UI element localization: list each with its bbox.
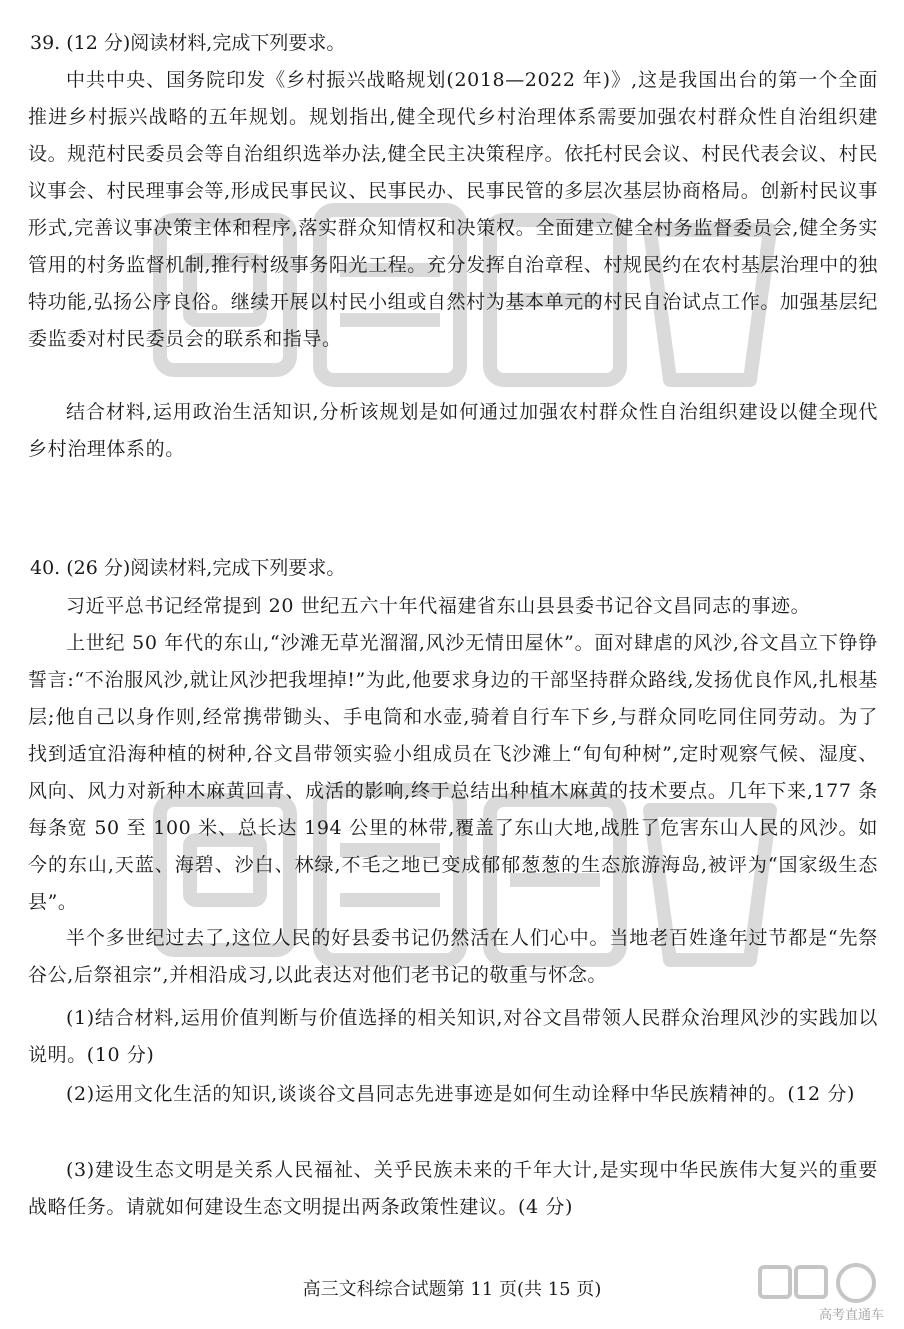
question-40-subquestion-3: (3)建设生态文明是关系人民福祉、关乎民族未来的千年大计,是实现中华民族伟大复兴的重要战略任务。请就如何建设生态文明提出两条政策性建议。(4 分) <box>28 1159 878 1218</box>
question-40-paragraph-3: 半个多世纪过去了,这位人民的好县委书记仍然活在人们心中。当地老百姓逢年过节都是“先祭谷公,后祭祖宗”,并相沿成习,以此表达对他们老书记的敬重与怀念。 <box>28 927 878 986</box>
question-40-subquestion-2: (2)运用文化生活的知识,谈谈谷文昌同志先进事迹是如何生动诠释中华民族精神的。(12 分) <box>66 1083 855 1105</box>
question-40-subquestion-1: (1)结合材料,运用价值判断与价值选择的相关知识,对谷文昌带领人民群众治理风沙的实践加以说明。(10 分) <box>28 1007 878 1066</box>
question-39-task: 结合材料,运用政治生活知识,分析该规划是如何通过加强农村群众性自治组织建设以健全现代乡村治理体系的。 <box>28 401 878 460</box>
page-footer: 高三文科综合试题第 11 页(共 15 页) <box>302 1279 602 1300</box>
question-39-heading: 39. (12 分)阅读材料,完成下列要求。 <box>30 32 346 54</box>
corner-watermark-text: 高考直通车 <box>818 1308 884 1323</box>
question-40-paragraph-2: 上世纪 50 年代的东山,“沙滩无草光溜溜,风沙无情田屋休”。面对肆虐的风沙,谷文昌立下铮铮誓言:“不治服风沙,就让风沙把我埋掉!”为此,他要求身边的干部坚持群众路线,发扬优良作风,扎根基层;他自己以身作则,经常携带锄头、手电筒和水壶,骑着自行车下乡,与群众同吃同住同劳动。为了找到适宜沿海种植的树种,谷文昌带领实验小组成员在飞沙滩上“旬旬种树”,定时观察气候、湿度、风向、风力对新种木麻黄回青、成活的影响,终于总结出种植木麻黄的技术要点。几年下来,177 条每条宽 50 至 100 米、总长达 194 公里的林带,覆盖了东山大地,战胜了危害东山人民的风沙。如今的东山,天蓝、海碧、沙白、林绿,不毛之地已变成郁郁葱葱的生态旅游海岛,被评为“国家级生态县”。 <box>28 632 878 913</box>
question-39-material: 中共中央、国务院印发《乡村振兴战略规划(2018—2022 年)》,这是我国出台的第一个全面推进乡村振兴战略的五年规划。规划指出,健全现代乡村治理体系需要加强农村群众性自治组织建设。规范村民委员会等自治组织选举办法,健全民主决策程序。依托村民会议、村民代表会议、村民议事会、村民理事会等,形成民事民议、民事民办、民事民管的多层次基层协商格局。创新村民议事形式,完善议事决策主体和程序,落实群众知情权和决策权。全面建立健全村务监督委员会,健全务实管用的村务监督机制,推行村级事务阳光工程。充分发挥自治章程、村规民约在农村基层治理中的独特功能,弘扬公序良俗。继续开展以村民小组或自然村为基本单元的村民自治试点工作。加强基层纪委监委对村民委员会的联系和指导。 <box>28 69 878 350</box>
question-40-heading: 40. (26 分)阅读材料,完成下列要求。 <box>30 557 346 579</box>
question-40-paragraph-1: 习近平总书记经常提到 20 世纪五六十年代福建省东山县县委书记谷文昌同志的事迹。 <box>66 595 811 617</box>
